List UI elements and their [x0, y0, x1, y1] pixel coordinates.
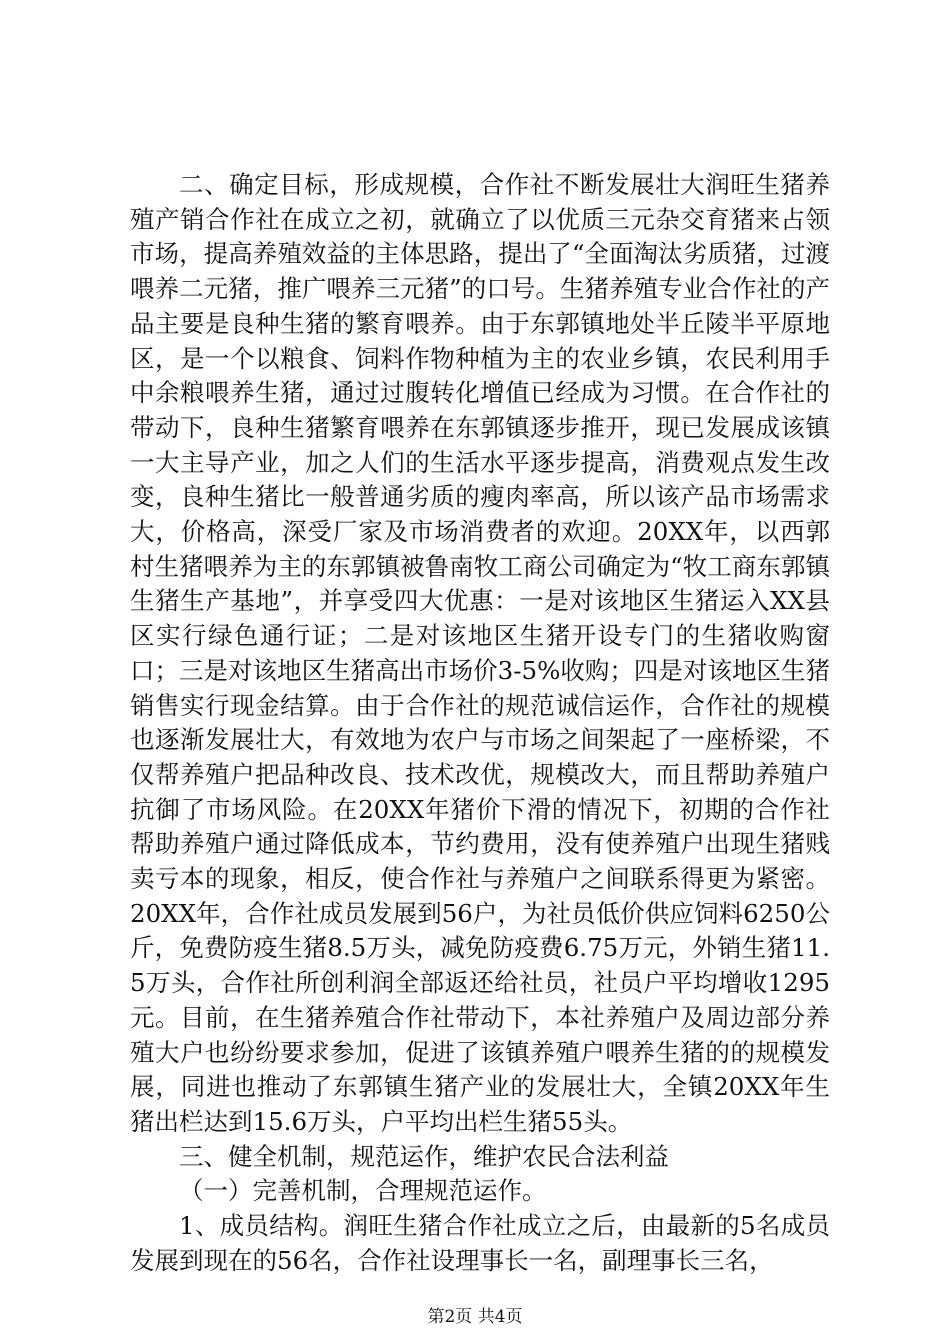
- subsection-heading-improve-mechanism: （一）完善机制，合理规范运作。: [179, 1176, 547, 1206]
- document-body: [130, 168, 830, 1279]
- paragraph-goals-and-scale: 二、确定目标，形成规模，合作社不断发展壮大润旺生猪养殖产销合作社在成立之初，就确立了以优质三元杂交育猪来占领市场，提高养殖效益的主体思路，提出了“全面淘汰劣质猪，过渡喂养二元猪，推广喂养三元猪”的口号。生猪养殖专业合作社的产品主要是良种生猪的繁育喂养。由于东郭镇地处半丘陵半平原地区，是一个以粮食、饲料作物种植为主的农业乡镇，农民利用手中余粮喂养生猪，通过过腹转化增值已经成为习惯。在合作社的带动下，良种生猪繁育喂养在东郭镇逐步推开，现已发展成该镇一大主导产业，加之人们的生活水平逐步提高，消费观点发生改变，良种生猪比一般普通劣质的瘦肉率高，所以该产品市场需求大，价格高，深受厂家及市场消费者的欢迎。20XX年，以西郭村生猪喂养为主的东郭镇被鲁南牧工商公司确定为“牧工商东郭镇生猪生产基地”，并享受四大优惠：一是对该地区生猪运入XX县区实行绿色通行证；二是对该地区生猪开设专门的生猪收购窗口；三是对该地区生猪高出市场价3-5%收购；四是对该地区生猪销售实行现金结算。由于合作社的规范诚信运作，合作社的规模也逐渐发展壮大，有效地为农户与市场之间架起了一座桥梁，不仅帮养殖户把品种改良、技术改优，规模改大，而且帮助养殖户抗御了市场风险。在20XX年猪价下滑的情况下，初期的合作社帮助养殖户通过降低成本，节约费用，没有使养殖户出现生猪贱卖亏本的现象，相反，使合作社与养殖户之间联系得更为紧密。20XX年，合作社成员发展到56户，为社员低价供应饲料6250公斤，免费防疫生猪8.5万头，减免防疫费6.75万元，外销生猪11.5万头，合作社所创利润全部返还给社员，社员户平均增收1295元。目前，在生猪养殖合作社带动下，本社养殖户及周边部分养殖大户也纷纷要求参加，促进了该镇养殖户喂养生猪的的规模发展，同进也推动了东郭镇生猪产业的发展壮大，全镇20XX年生猪出栏达到15.6万头，户平均出栏生猪55头。: [130, 170, 830, 1136]
- section-heading-mechanism: 三、健全机制，规范运作，维护农民合法利益: [179, 1141, 669, 1171]
- page-footer: 第2页 共4页: [427, 1307, 523, 1327]
- paragraph-member-structure: 1、成员结构。润旺生猪合作社成立之后，由最新的5名成员发展到现在的56名，合作社设理事长一名，副理事长三名，: [130, 1211, 830, 1275]
